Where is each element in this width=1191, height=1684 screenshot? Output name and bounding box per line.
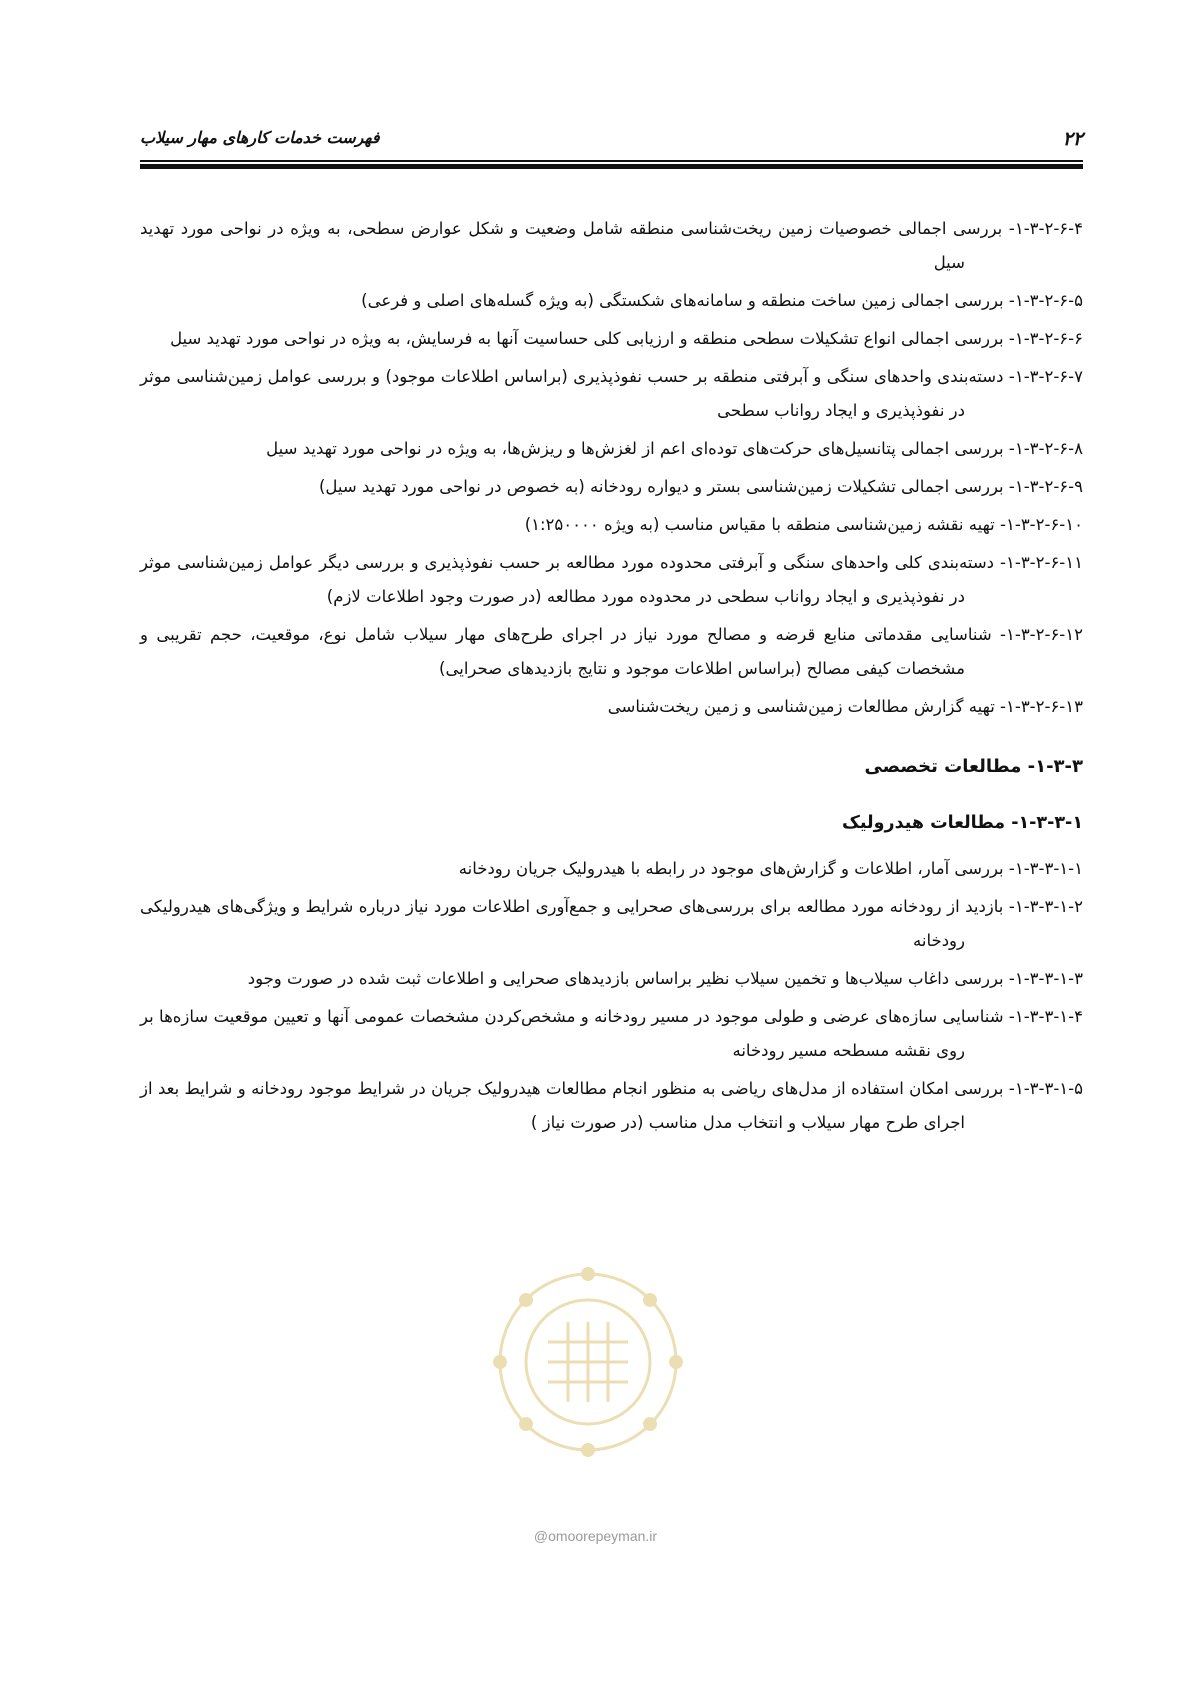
item-text: شناسایی سازه‌های عرضی و طولی موجود در مسیر رودخانه و مشخص‌کردن مشخصات عمومی آنها و تعیین موقعیت سازه‌ها بر روی نقشه مسطحه مسیر رودخانه (140, 1007, 1009, 1060)
item-number: ۱-۳-۳-۱-۱- (1008, 859, 1083, 878)
item-text: شناسایی مقدماتی منابع قرضه و مصالح مورد نیاز در اجرای طرح‌های مهار سیلاب شامل نوع، موقعیت، حجم تقریبی و مشخصات کیفی مصالح (براساس اطلاعات موجود و نتایج بازدیدهای صحرایی) (140, 625, 1001, 678)
item-text: تهیه گزارش مطالعات زمین‌شناسی و زمین ریخت‌شناسی (607, 697, 1001, 716)
list-item (140, 546, 1083, 614)
list-item (140, 432, 1083, 466)
page-header (140, 128, 1083, 158)
item-text: بازدید از رودخانه مورد مطالعه برای بررسی‌های صحرایی و جمع‌آوری اطلاعات مورد نیاز درباره شرایط و ویژگی‌های هیدرولیکی رودخانه (140, 897, 1009, 950)
item-text: بررسی اجمالی پتانسیل‌های حرکت‌های توده‌ای اعم از لغزش‌ها و ریزش‌ها، به ویژه در نواحی مورد تهدید سیل (266, 439, 1009, 458)
item-text: تهیه نقشه زمین‌شناسی منطقه با مقیاس مناسب (به ویژه ۱:۲۵۰۰۰۰) (524, 515, 1001, 534)
item-list-hydraulics (140, 852, 1083, 1140)
item-number: ۱-۳-۳-۱-۳- (1008, 969, 1083, 988)
item-number: ۱-۳-۲-۶-۱۰- (1000, 515, 1083, 534)
list-item (140, 852, 1083, 886)
list-item (140, 890, 1083, 958)
item-number: ۱-۳-۲-۶-۶- (1008, 329, 1083, 348)
subsection-heading: ۱-۳-۳-۱- مطالعات هیدرولیک (842, 813, 1083, 833)
list-item (140, 962, 1083, 996)
item-number: ۱-۳-۳-۱-۲- (1008, 897, 1083, 916)
item-number: ۱-۳-۲-۶-۸- (1008, 439, 1083, 458)
item-text: بررسی داغاب سیلاب‌ها و تخمین سیلاب نظیر براساس بازدیدهای صحرایی و اطلاعات ثبت شده در صورت وجود (247, 969, 1009, 988)
emblem-icon (488, 1262, 688, 1462)
list-item (140, 470, 1083, 504)
list-item (140, 1000, 1083, 1068)
item-text: دسته‌بندی واحدهای سنگی و آبرفتی منطقه بر حسب نفوذپذیری (براساس اطلاعات موجود) و بررسی عوامل زمین‌شناسی موثر در نفوذپذیری و ایجاد رواناب سطحی (140, 367, 1009, 420)
list-item (140, 690, 1083, 724)
list-item (140, 1072, 1083, 1140)
list-item (140, 212, 1083, 280)
header-rule-thin (140, 160, 1083, 162)
item-number: ۱-۳-۲-۶-۴- (1008, 219, 1083, 238)
item-number: ۱-۳-۲-۶-۹- (1008, 477, 1083, 496)
page-number: ۲۲ (1062, 128, 1083, 150)
item-number: ۱-۳-۲-۶-۷- (1008, 367, 1083, 386)
list-item (140, 508, 1083, 542)
item-text: بررسی اجمالی خصوصیات زمین ریخت‌شناسی منطقه شامل وضعیت و شکل عوارض سطحی، به ویژه در نواحی مورد تهدید سیل (140, 219, 1009, 272)
list-item (140, 360, 1083, 428)
item-number: ۱-۳-۲-۶-۵- (1008, 291, 1083, 310)
section-heading: ۱-۳-۳- مطالعات تخصصی (864, 756, 1083, 777)
item-number: ۱-۳-۳-۱-۴- (1008, 1007, 1083, 1026)
item-text: بررسی اجمالی انواع تشکیلات سطحی منطقه و ارزیابی کلی حساسیت آنها به فرسایش، به ویژه در نواحی مورد تهدید سیل (170, 329, 1009, 348)
item-number: ۱-۳-۳-۱-۵- (1008, 1079, 1083, 1098)
list-item (140, 618, 1083, 686)
list-item (140, 284, 1083, 318)
item-text: بررسی اجمالی تشکیلات زمین‌شناسی بستر و دیواره رودخانه (به خصوص در نواحی مورد تهدید سیل) (318, 477, 1009, 496)
list-item (140, 322, 1083, 356)
item-text: بررسی اجمالی زمین ساخت منطقه و سامانه‌های شکستگی (به ویژه گسله‌های اصلی و فرعی) (361, 291, 1009, 310)
running-title: فهرست خدمات کارهای مهار سیلاب (140, 128, 380, 147)
item-number: ۱-۳-۲-۶-۱۲- (1000, 625, 1083, 644)
document-body (140, 212, 1083, 1144)
item-text: بررسی آمار، اطلاعات و گزارش‌های موجود در رابطه با هیدرولیک جریان رودخانه (458, 859, 1009, 878)
watermark-site: @omoorepeyman.ir (533, 1528, 658, 1544)
item-list-geology (140, 212, 1083, 724)
item-text: دسته‌بندی کلی واحدهای سنگی و آبرفتی محدوده مورد مطالعه بر حسب نفوذپذیری و بررسی دیگر عوامل زمین‌شناسی موثر در نفوذپذیری و ایجاد رواناب سطحی در محدوده مورد مطالعه (در صورت وجود اطلاعات لازم) (140, 553, 1001, 606)
header-rule-thick (140, 164, 1083, 169)
item-number: ۱-۳-۲-۶-۱۳- (1000, 697, 1083, 716)
item-text: بررسی امکان استفاده از مدل‌های ریاضی به منظور انجام مطالعات هیدرولیک جریان در شرایط موجود رودخانه و شرایط بعد از اجرای طرح مهار سیلاب و انتخاب مدل مناسب (در صورت نیاز ) (140, 1079, 1009, 1132)
item-number: ۱-۳-۲-۶-۱۱- (1000, 553, 1083, 572)
